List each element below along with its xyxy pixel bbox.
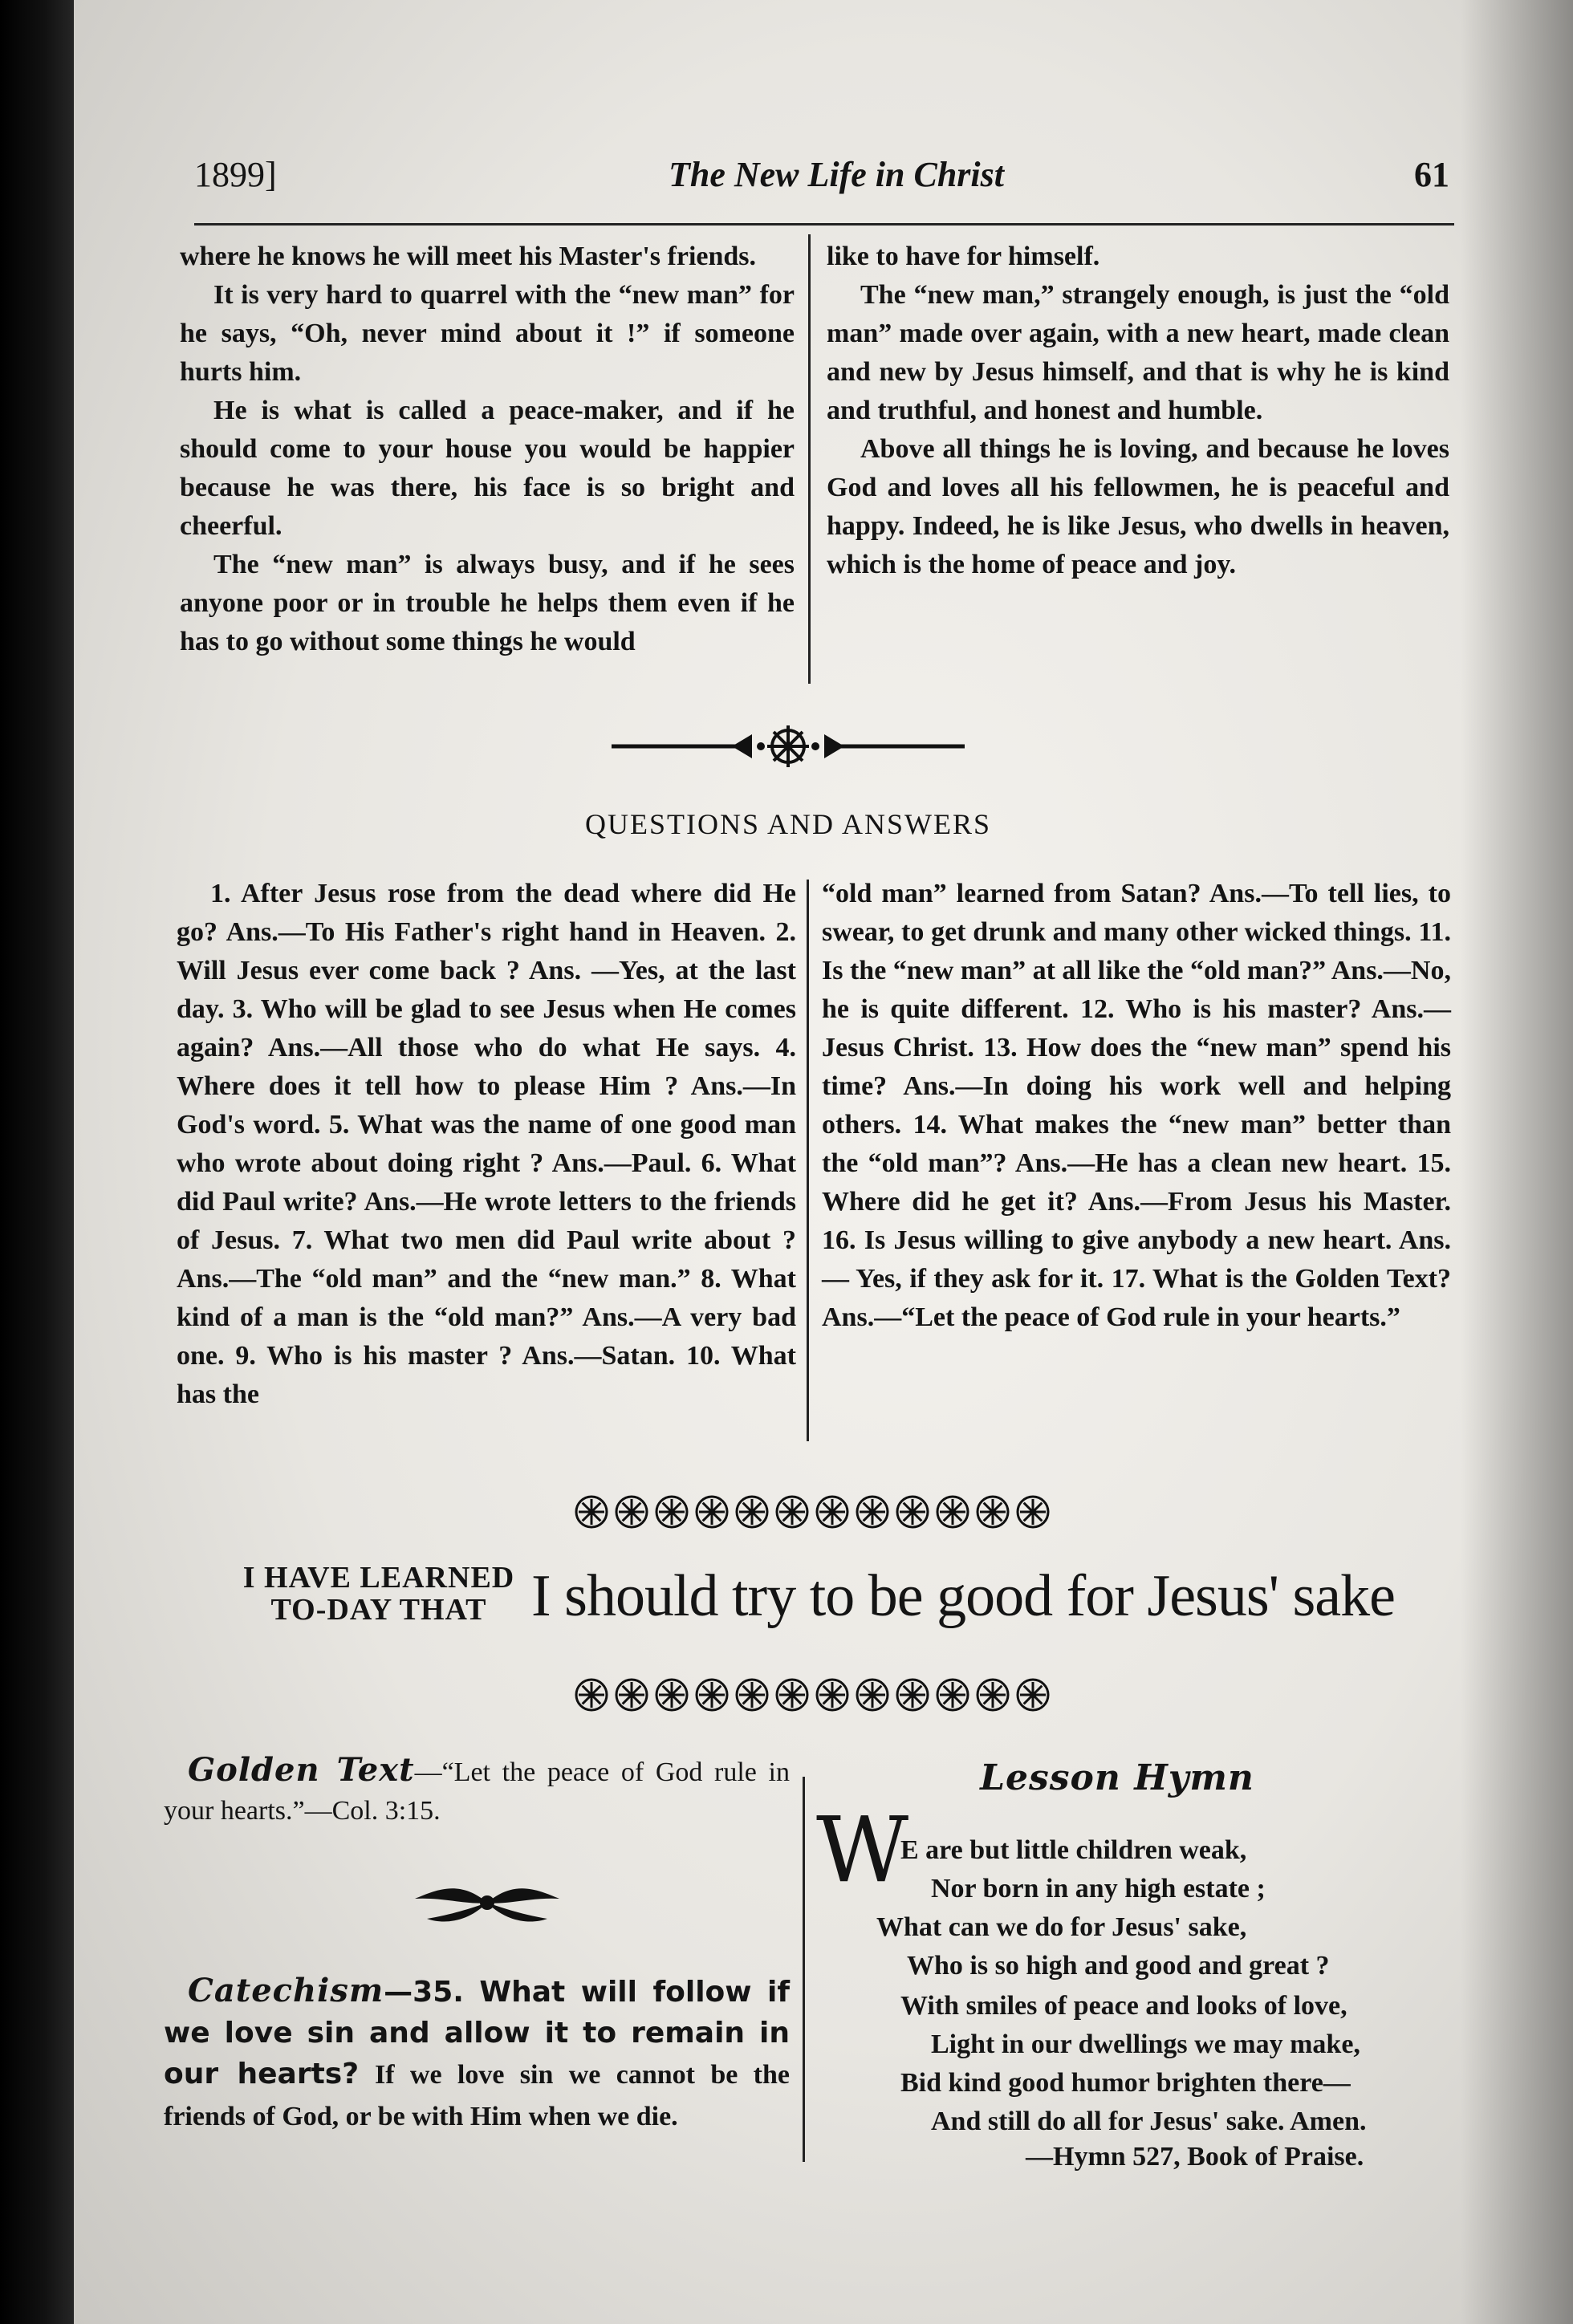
- paragraph: He is what is called a peace-maker, and if he should come to your house you would be happier because he was there, his face is so bright and cheerful.: [180, 396, 795, 541]
- golden-text-label: Golden Text: [188, 1751, 415, 1789]
- rosette-icon: [734, 1677, 770, 1717]
- golden-text-body: —“Let the peace of God rule in your hearts.”—Col. 3:15.: [164, 1757, 790, 1826]
- hymn-line: Bid kind good humor brighten there—: [900, 2068, 1351, 2098]
- hymn-dropcap: W: [816, 1798, 909, 1903]
- scan-border: [0, 0, 80, 2324]
- rosette-icon: [935, 1494, 970, 1534]
- hymn-line: What can we do for Jesus' sake,: [876, 1912, 1247, 1942]
- learned-statement: I should try to be good for Jesus' sake: [531, 1563, 1395, 1629]
- catechism-block: [164, 1971, 790, 2137]
- hymn-stanza-1: [876, 1831, 1330, 1985]
- rosette-icon: [855, 1494, 890, 1534]
- hymn-line: Light in our dwellings we may make,: [931, 2029, 1360, 2059]
- hymn-source: —Hymn 527, Book of Praise.: [1026, 2142, 1364, 2172]
- hymn-line: With smiles of peace and looks of love,: [900, 1991, 1347, 2021]
- paragraph: The “new man,” strangely enough, is just the “old man” made over again, with a new heart, made clean and new by Jesus himself, and that is why he is kind and truthful, and honest and humble.: [827, 280, 1449, 425]
- running-title: The New Life in Christ: [668, 155, 1005, 194]
- qa-column-divider: [807, 880, 809, 1441]
- rosette-icon: [734, 1494, 770, 1534]
- qa-right-column: [822, 875, 1451, 1337]
- year-label: 1899]: [194, 155, 277, 194]
- ornament-divider: [604, 714, 973, 778]
- qa-heading: QUESTIONS AND ANSWERS: [584, 808, 992, 840]
- golden-text-block: [164, 1751, 790, 1830]
- rosette-border-bottom: [539, 1677, 1085, 1717]
- column-divider: [808, 234, 811, 684]
- hymn-line: Who is so high and good and great ?: [907, 1951, 1330, 1981]
- rosette-icon: [774, 1677, 810, 1717]
- paragraph: like to have for himself.: [827, 242, 1100, 271]
- rosette-icon: [574, 1494, 609, 1534]
- paragraph: Above all things he is loving, and because he loves God and loves all his fellowmen, he is peaceful and happy. Indeed, he is like Jesus, who dwells in heaven, which is the home of peace and joy.: [827, 434, 1449, 579]
- rosette-icon: [815, 1494, 850, 1534]
- learned-label-line1: I HAVE LEARNED: [242, 1561, 515, 1595]
- page-number: 61: [1414, 155, 1449, 194]
- paragraph: It is very hard to quarrel with the “new man” for he says, “Oh, never mind about it !” if someone hurts him.: [180, 280, 795, 387]
- rosette-icon: [975, 1494, 1010, 1534]
- hymn-stanza-2: [900, 1987, 1367, 2141]
- magazine-page: [74, 0, 1573, 2324]
- rosette-icon: [1015, 1677, 1051, 1717]
- rosette-icon: [694, 1677, 730, 1717]
- rosette-icon: [935, 1677, 970, 1717]
- hymn-line: E are but little children weak,: [900, 1835, 1247, 1865]
- hymn-line: And still do all for Jesus' sake. Amen.: [931, 2107, 1367, 2136]
- paragraph: The “new man” is always busy, and if he sees anyone poor or in trouble he helps them even if he has to go without some things he would: [180, 550, 795, 656]
- rosette-icon: [855, 1677, 890, 1717]
- rosette-icon: [654, 1494, 689, 1534]
- catechism-answer: If we love sin we cannot be the friends of God, or be with Him when we die.: [164, 2060, 790, 2131]
- rosette-border-top: [539, 1494, 1085, 1534]
- rosette-icon: [574, 1677, 609, 1717]
- learned-label: [162, 1562, 595, 1626]
- rosette-icon: [614, 1677, 649, 1717]
- rosette-icon: [975, 1677, 1010, 1717]
- qa-text-right: “old man” learned from Satan? Ans.—To tell lies, to swear, to get drunk and many other wicked things. 11. Is the “new man” at all like the “old man?” Ans.—No, he is quite different. 12. Who is his master? Ans.— Jesus Christ. 13. How does the “new man” spend his time? Ans.—In doing his work well and helping others. 14. What makes the “new man” better than the “old man”? Ans.—He has a clean new heart. 15. Where did he get it? Ans.—From Jesus his Master. 16. Is Jesus willing to give anybody a new heart. Ans.— Yes, if they ask for it. 17. What is the Golden Text? Ans.—“Let the peace of God rule in your hearts.”: [822, 879, 1451, 1332]
- rosette-icon: [815, 1677, 850, 1717]
- learned-label-line2: TO-DAY THAT: [270, 1593, 487, 1627]
- rosette-icon: [895, 1494, 930, 1534]
- rosette-icon: [895, 1677, 930, 1717]
- qa-text-left: 1. After Jesus rose from the dead where did He go? Ans.—To His Father's right hand in Heaven. 2. Will Jesus ever come back ? Ans. —Yes, at the last day. 3. Who will be glad to see Jesus when He comes again? Ans.—All those who do what He says. 4. Where does it tell how to please Him ? Ans.—In God's word. 5. What was the name of one good man who wrote about doing right ? Ans.—Paul. 6. What did Paul write? Ans.—He wrote letters to the friends of Jesus. 7. What two men did Paul write about ? Ans.—The “old man” and the “new man.” 8. What kind of a man is the “old man?” Ans.—A very bad one. 9. Who is his master ? Ans.—Satan. 10. What has the: [177, 879, 796, 1409]
- catechism-label: Catechism: [188, 1972, 384, 2009]
- leaf-ornament: [411, 1875, 563, 1931]
- rosette-icon: [1015, 1494, 1051, 1534]
- header-rule: [194, 223, 1454, 225]
- rosette-icon: [774, 1494, 810, 1534]
- rosette-icon: [694, 1494, 730, 1534]
- rosette-icon: [614, 1494, 649, 1534]
- catechism-question: —35. What will follow if we love sin and allow it to remain in our hearts?: [164, 1976, 790, 2090]
- qa-left-column: [177, 875, 796, 1414]
- paragraph: where he knows he will meet his Master's friends.: [180, 242, 757, 271]
- page-shadow: [1461, 0, 1573, 2324]
- rosette-icon: [654, 1677, 689, 1717]
- hymn-title: Lesson Hymn: [980, 1757, 1254, 1798]
- bottom-column-divider: [803, 1777, 805, 2162]
- hymn-line: Nor born in any high estate ;: [931, 1874, 1266, 1903]
- top-right-column: [827, 238, 1449, 584]
- top-left-column: [180, 238, 795, 661]
